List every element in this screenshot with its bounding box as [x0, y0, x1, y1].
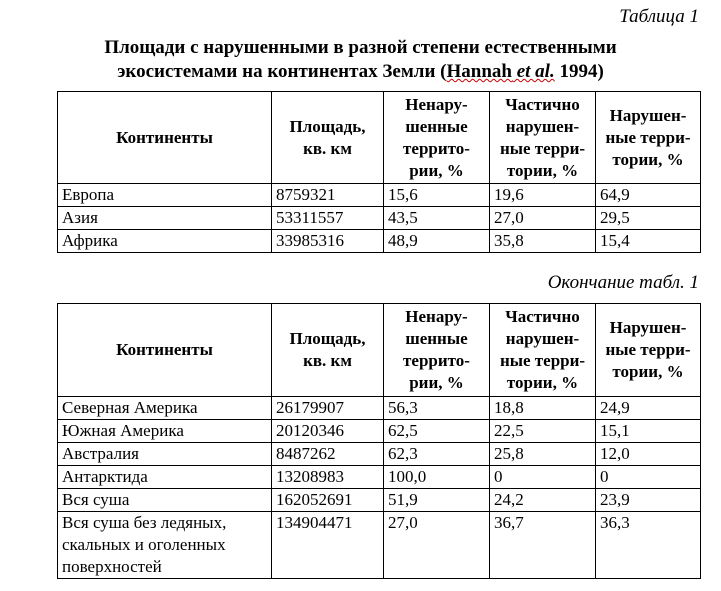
- table-1-continued: [57, 303, 701, 579]
- header-area: Площадь, кв. км: [272, 92, 384, 184]
- cell-area: 8487262: [272, 443, 384, 466]
- table-row: [58, 207, 701, 230]
- header-area: Площадь, кв. км: [272, 304, 384, 397]
- header-partial: Частично нарушен-ные терри-тории, %: [490, 304, 596, 397]
- cell-undisturbed: 27,0: [384, 512, 490, 579]
- cell-undisturbed: 43,5: [384, 207, 490, 230]
- cell-partial: 35,8: [490, 230, 596, 253]
- table-1: [57, 91, 701, 253]
- cell-area: 134904471: [272, 512, 384, 579]
- table-header-row: [58, 92, 701, 184]
- table-row: [58, 397, 701, 420]
- cell-area: 53311557: [272, 207, 384, 230]
- table-caption: Таблица 1: [619, 6, 699, 27]
- cell-partial: 18,8: [490, 397, 596, 420]
- header-partial: Частично нарушен-ные терри-тории, %: [490, 92, 596, 184]
- cell-partial: 36,7: [490, 512, 596, 579]
- cell-name: Северная Америка: [58, 397, 272, 420]
- cell-disturbed: 0: [596, 466, 701, 489]
- cell-partial: 19,6: [490, 184, 596, 207]
- table-header-row: [58, 304, 701, 397]
- cell-area: 26179907: [272, 397, 384, 420]
- cell-undisturbed: 48,9: [384, 230, 490, 253]
- cell-disturbed: 15,4: [596, 230, 701, 253]
- cell-partial: 22,5: [490, 420, 596, 443]
- cell-name: Австралия: [58, 443, 272, 466]
- cell-area: 33985316: [272, 230, 384, 253]
- cell-name: Азия: [58, 207, 272, 230]
- cell-name: Вся суша без ледяных, скальных и оголенных поверхностей: [58, 512, 272, 579]
- table-row: [58, 512, 701, 579]
- cell-undisturbed: 62,5: [384, 420, 490, 443]
- cell-name: Европа: [58, 184, 272, 207]
- title-line-2: [0, 60, 721, 84]
- cell-undisturbed: 100,0: [384, 466, 490, 489]
- cell-disturbed: 36,3: [596, 512, 701, 579]
- header-continents: Континенты: [58, 304, 272, 397]
- table-row: [58, 443, 701, 466]
- title-text: экосистемами на континентах Земли (: [117, 61, 447, 82]
- cell-name: Вся суша: [58, 489, 272, 512]
- cell-undisturbed: 51,9: [384, 489, 490, 512]
- citation-year: 1994): [554, 61, 604, 82]
- cell-area: 13208983: [272, 466, 384, 489]
- table-row: [58, 184, 701, 207]
- cell-name: Африка: [58, 230, 272, 253]
- cell-disturbed: 12,0: [596, 443, 701, 466]
- table-continuation-caption: Окончание табл. 1: [547, 272, 699, 293]
- cell-area: 162052691: [272, 489, 384, 512]
- header-disturbed: Нарушен-ные терри-тории, %: [596, 92, 701, 184]
- cell-area: 8759321: [272, 184, 384, 207]
- title-line-1: Площади с нарушенными в разной степени естественными: [104, 37, 617, 58]
- cell-undisturbed: 15,6: [384, 184, 490, 207]
- cell-disturbed: 15,1: [596, 420, 701, 443]
- cell-disturbed: 29,5: [596, 207, 701, 230]
- cell-partial: 24,2: [490, 489, 596, 512]
- cell-name: Южная Америка: [58, 420, 272, 443]
- table-row: [58, 230, 701, 253]
- citation-etal: et al.: [511, 61, 555, 82]
- cell-undisturbed: 56,3: [384, 397, 490, 420]
- cell-partial: 0: [490, 466, 596, 489]
- cell-area: 20120346: [272, 420, 384, 443]
- table-row: [58, 420, 701, 443]
- header-undisturbed: Ненару-шенные террито-рии, %: [384, 92, 490, 184]
- cell-name: Антарктида: [58, 466, 272, 489]
- table-row: [58, 489, 701, 512]
- citation-author: Hannah: [446, 61, 512, 82]
- cell-disturbed: 24,9: [596, 397, 701, 420]
- cell-partial: 25,8: [490, 443, 596, 466]
- header-undisturbed: Ненару-шенные террито-рии, %: [384, 304, 490, 397]
- cell-disturbed: 23,9: [596, 489, 701, 512]
- header-continents: Континенты: [58, 92, 272, 184]
- cell-undisturbed: 62,3: [384, 443, 490, 466]
- table-row: [58, 466, 701, 489]
- cell-disturbed: 64,9: [596, 184, 701, 207]
- document-title: [0, 36, 721, 84]
- header-disturbed: Нарушен-ные терри-тории, %: [596, 304, 701, 397]
- cell-partial: 27,0: [490, 207, 596, 230]
